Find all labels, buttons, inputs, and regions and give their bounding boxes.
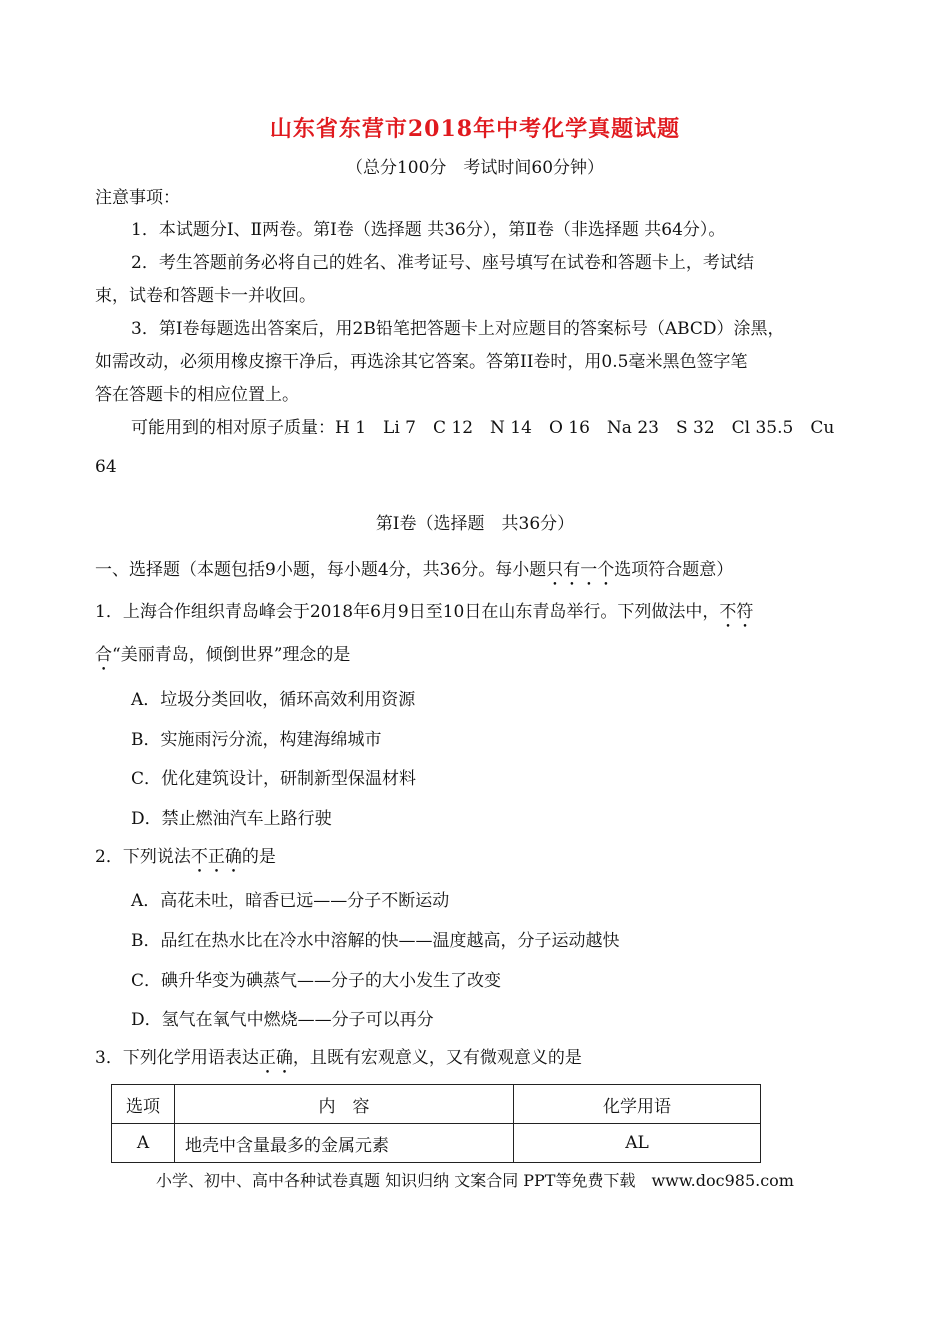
atomic-masses-line-1: 可能用到的相对原子质量：H 1 Li 7 C 12 N 14 O 16 Na 23 S 32 Cl 35.5 Cu: [131, 418, 835, 438]
table-header-row: [112, 1085, 761, 1124]
page-footer: 小学、初中、高中各种试卷真题 知识归纳 文案合同 PPT等免费下载 www.doc985.com: [156, 1171, 794, 1190]
question-1-stem-text-cont: “美丽青岛，倾倒世界”理念的是: [112, 645, 351, 665]
question-2-stem: [95, 846, 276, 877]
question-2-stem-text-end: 的是: [241, 847, 276, 867]
question-2-emphasis: 不正确: [190, 847, 242, 867]
table-header-option: 选项: [112, 1085, 175, 1124]
question-3-stem-text: 3．下列化学用语表达: [95, 1048, 259, 1068]
table-header-content: 内 容: [175, 1085, 514, 1124]
question-2-option-a: A．高花未吐，暗香已远——分子不断运动: [131, 891, 450, 911]
table-cell-option: A: [112, 1124, 175, 1163]
exam-title: 山东省东营市2018年中考化学真题试题: [269, 116, 681, 142]
question-2-stem-text: 2．下列说法: [95, 847, 191, 867]
question-1-emphasis-cont: 合: [95, 645, 112, 665]
question-1-emphasis: 不符: [719, 602, 754, 622]
table-cell-chemical-term: AL: [514, 1124, 761, 1163]
note-3-line-1: 3．第Ⅰ卷每题选出答案后，用2B铅笔把答题卡上对应题目的答案标号（ABCD）涂黑，: [131, 319, 785, 339]
question-3-emphasis: 正确: [258, 1048, 293, 1068]
section-1-text-pre: 一、选择题（本题包括9小题，每小题4分，共36分。每小题: [95, 560, 547, 580]
question-1-option-b: B．实施雨污分流，构建海绵城市: [131, 730, 382, 750]
question-1-option-a: A．垃圾分类回收，循环高效利用资源: [131, 690, 416, 710]
question-1-stem-text: 1．上海合作组织青岛峰会于2018年6月9日至10日在山东青岛举行。下列做法中，: [95, 602, 720, 622]
question-3-stem: [95, 1047, 582, 1078]
question-1-stem-line-1: [95, 601, 753, 632]
table-header-chemical-term: 化学用语: [514, 1085, 761, 1124]
note-1: 1．本试题分Ⅰ、Ⅱ两卷。第Ⅰ卷（选择题 共36分），第Ⅱ卷（非选择题 共64分）。: [131, 220, 726, 240]
table-cell-content: 地壳中含量最多的金属元素: [175, 1124, 514, 1163]
section-1-instructions: [95, 559, 733, 590]
note-3-line-3: 答在答题卡的相应位置上。: [95, 385, 299, 405]
question-2-option-b: B．品红在热水比在冷水中溶解的快——温度越高，分子运动越快: [131, 931, 620, 951]
section-1-emphasis: 只有一个: [546, 560, 615, 580]
question-2-option-c: C．碘升华变为碘蒸气——分子的大小发生了改变: [131, 971, 502, 991]
question-3-table: [111, 1084, 761, 1163]
notes-heading: 注意事项：: [95, 188, 180, 208]
table-row: [112, 1124, 761, 1163]
note-2-line-1: 2．考生答题前务必将自己的姓名、准考证号、座号填写在试卷和答题卡上，考试结: [131, 253, 754, 273]
note-3-line-2: 如需改动，必须用橡皮擦干净后，再选涂其它答案。答第II卷时，用0.5毫米黑色签字笔: [95, 352, 748, 372]
section-1-text-post: 选项符合题意）: [614, 560, 734, 580]
question-2-option-d: D．氢气在氧气中燃烧——分子可以再分: [131, 1010, 434, 1030]
part-1-heading: 第Ⅰ卷（选择题 共36分）: [375, 514, 575, 534]
atomic-masses-line-2: 64: [95, 457, 117, 477]
question-3-stem-text-end: ，且既有宏观意义，又有微观意义的是: [292, 1048, 582, 1068]
note-2-line-2: 束，试卷和答题卡一并收回。: [95, 286, 316, 306]
exam-subtitle: （总分100分 考试时间60分钟）: [345, 158, 605, 178]
question-1-option-c: C．优化建筑设计，研制新型保温材料: [131, 769, 417, 789]
question-1-stem-line-2: [95, 644, 350, 675]
question-1-option-d: D．禁止燃油汽车上路行驶: [131, 809, 332, 829]
